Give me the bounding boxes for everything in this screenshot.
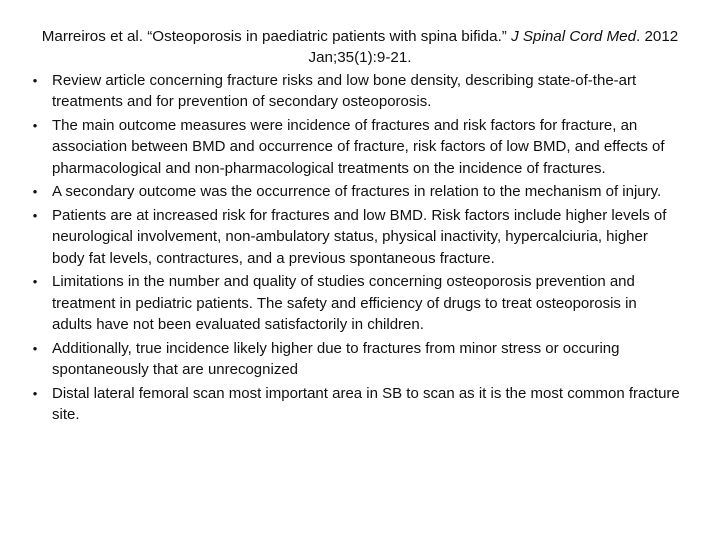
bullet-list — [30, 70, 680, 428]
bullet-text: Patients are at increased risk for fractures and low BMD. Risk factors include higher levels of neurological involvement, non-ambulatory status, physical inactivity, hypercalciuria, higher body fat levels, contractures, and a previous spontaneous fracture. — [52, 207, 667, 267]
bullet-icon: • — [32, 340, 38, 356]
bullet-text: Distal lateral femoral scan most important area in SB to scan as it is the most common fracture site. — [52, 384, 680, 424]
bullet-icon: • — [32, 118, 38, 133]
citation-journal: J Spinal Cord Med — [511, 28, 637, 45]
bullet-text: Review article concerning fracture risks and low bone density, describing state-of-the-art treatments and for prevention of secondary osteoporosis. — [52, 72, 637, 111]
bullet-item — [30, 271, 680, 335]
bullet-icon: • — [32, 184, 38, 200]
citation-title: “Osteoporosis in paediatric patients with spina bifida.” — [147, 28, 507, 45]
bullet-item — [30, 70, 680, 113]
bullet-item — [30, 205, 680, 269]
bullet-item — [30, 338, 680, 381]
citation-details: . 2012 Jan;35(1):9-21. — [308, 28, 679, 66]
bullet-text: The main outcome measures were incidence of fractures and risk factors for fracture, an association between BMD and occurrence of fracture, risk factors of low BMD, and effects of pharmacological and non-pharmacological treatments on the incidence of fractures. — [52, 117, 665, 177]
bullet-item — [30, 181, 680, 202]
bullet-item — [30, 115, 680, 179]
bullet-text: A secondary outcome was the occurrence of fractures in relation to the mechanism of injury. — [52, 183, 662, 201]
citation-heading — [30, 26, 690, 68]
bullet-icon: • — [32, 274, 38, 290]
bullet-text: Additionally, true incidence likely higher due to fractures from minor stress or occuring spontaneously that are unrecognized — [52, 339, 620, 379]
bullet-text: Limitations in the number and quality of studies concerning osteoporosis prevention and treatment in pediatric patients. The safety and efficiency of drugs to treat osteoporosis in adults have not been evaluated satisfactorily in children. — [52, 273, 637, 334]
bullet-icon: • — [32, 73, 38, 88]
bullet-item — [30, 383, 680, 426]
bullet-icon: • — [32, 208, 38, 223]
citation-authors: Marreiros et al. — [41, 28, 143, 45]
bullet-icon: • — [32, 385, 38, 401]
